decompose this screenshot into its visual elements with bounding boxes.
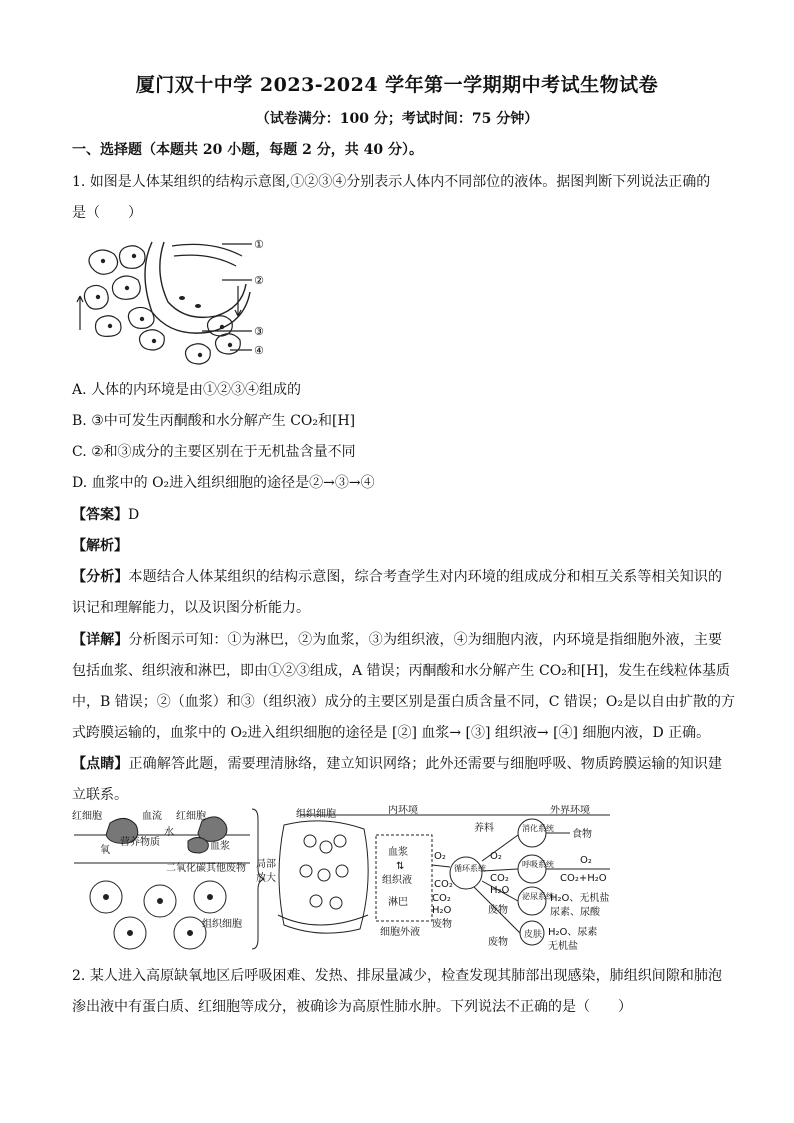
fenxi-tag: 【分析】: [72, 569, 129, 585]
fig1-label-1: ①: [254, 238, 264, 251]
fig2-label-tissue-cell: 组织细胞: [202, 919, 242, 930]
fig2-label-co2-b: CO₂: [490, 873, 509, 884]
fig2-label-salt: 无机盐: [548, 941, 578, 952]
fig2-label-plasma-mid: 血浆: [388, 847, 408, 858]
xiangjie-line3: 中，B 错误；②（血浆）和③（组织液）成分的主要区别是蛋白质含量不同，C 错误；O₂是以自由扩散的方: [72, 694, 735, 710]
fig2-label-oxygen: 氧: [100, 845, 110, 856]
fig2-label-lymph: 淋巴: [388, 897, 408, 908]
q1-stem-line1: 1. 如图是人体某组织的结构示意图,①②③④分别表示人体内不同部位的液体。据图判断下列说法正确的: [72, 174, 711, 190]
fig2-label-o2-c: O₂: [580, 855, 592, 866]
fig2-label-water: 水: [164, 827, 174, 838]
q1-answer-row: [72, 505, 722, 525]
fig2-label-waste-a: 废物: [488, 905, 508, 916]
fig2-label-nutrient-r: 养料: [474, 823, 494, 834]
analysis-tag: 【解析】: [72, 538, 128, 554]
fig2-label-waste: 其他废物: [206, 863, 246, 874]
fig2-label-co2: 二氧化碳: [166, 863, 206, 874]
fig2-label-internal-env: 内环境: [388, 805, 418, 816]
fig2-label-h2o-urea: H₂O、尿素: [548, 927, 598, 938]
fig2-label-tissue-fluid: 组织液: [382, 875, 412, 886]
fig2-label-o2-a: O₂: [434, 851, 446, 862]
fig2-label-plasma: 血浆: [210, 841, 230, 852]
fig2-label-food: 食物: [572, 829, 592, 840]
fig2-label-co2-h2o: CO₂+H₂O: [560, 873, 607, 884]
fig2-label-local: 局部: [256, 859, 276, 870]
fig2-label-h2o-b: H₂O: [490, 885, 510, 896]
section-heading: 一、选择题（本题共 20 小题，每题 2 分，共 40 分）。: [72, 142, 423, 158]
fig2-label-h2o-salt: H₂O、无机盐: [550, 893, 610, 904]
dianjing-tag: 【点睛】: [72, 756, 129, 772]
fig2-label-extracellular: 细胞外液: [380, 927, 420, 938]
fig2-label-tissue-cell-mid: 组织细胞: [296, 809, 336, 820]
xiangjie-text1: 分析图示可知：①为淋巴，②为血浆，③为组织液，④为细胞内液，内环境是指细胞外液，主要: [128, 632, 723, 648]
fig2-label-enlarge: 放大: [256, 873, 276, 884]
fig2-label-nutrients: 营养物质: [120, 837, 160, 848]
fig2-label-digestive: 消化系统: [522, 824, 554, 833]
fig2-label-urea-uric: 尿素、尿酸: [550, 907, 600, 918]
xiangjie-line1: [72, 630, 722, 650]
fig2-label-red-cell-2: 红细胞: [176, 811, 206, 822]
fig2-label-blood-flow: 血流: [142, 811, 162, 822]
fig2-label-skin: 皮肤: [524, 930, 543, 940]
fig1-label-2: ②: [254, 274, 264, 287]
q1-stem-line2: 是（ ）: [72, 205, 142, 221]
fig2-label-co2-a: CO₂: [434, 879, 453, 890]
fig2-label-waste-c: 废物: [432, 919, 452, 930]
fig2-label-red-cell-1: 红细胞: [72, 811, 102, 822]
dianjing-line2: 立联系。: [72, 787, 128, 803]
answer-value: D: [128, 507, 140, 523]
fig1-label-3: ③: [254, 325, 264, 338]
q1-option-b: B. ③中可发生丙酮酸和水分解产生 CO₂和[H]: [72, 413, 356, 429]
fig2-label-external-env: 外界环境: [550, 805, 590, 816]
tissue-structure-figure: [72, 236, 272, 368]
dianjing-line1: [72, 754, 722, 774]
q2-line2: 渗出液中有蛋白质、红细胞等成分，被确诊为高原性肺水肿。下列说法不正确的是（ ）: [72, 999, 632, 1015]
fenxi-line2: 识记和理解能力，以及识图分析能力。: [72, 600, 310, 616]
fig2-label-respiratory: 呼吸系统: [522, 860, 554, 869]
exam-title: 厦门双十中学 2023-2024 学年第一学期期中考试生物试卷: [135, 74, 659, 96]
internal-environment-figure: [70, 805, 630, 955]
dianjing-text1: 正确解答此题，需要理清脉络，建立知识网络；此外还需要与细胞呼吸、物质跨膜运输的知识建: [128, 756, 723, 772]
fig2-label-co2-c: CO₂: [432, 893, 451, 904]
fig2-label-circulatory: 循环系统: [454, 864, 486, 873]
fenxi-text1: 本题结合人体某组织的结构示意图，综合考查学生对内环境的组成成分和相互关系等相关知识的: [128, 569, 723, 585]
fig2-label-exchange: ⇅: [396, 861, 405, 872]
fig1-label-4: ④: [254, 344, 264, 357]
xiangjie-tag: 【详解】: [72, 632, 129, 648]
fig2-label-urinary: 泌尿系统: [522, 892, 554, 901]
fig2-label-waste-b: 废物: [488, 937, 508, 948]
fig2-label-o2-b: O₂: [490, 851, 502, 862]
q1-option-a: A. 人体的内环境是由①②③④组成的: [72, 382, 302, 398]
exam-subtitle: （试卷满分：100 分；考试时间：75 分钟）: [255, 111, 539, 127]
xiangjie-line2: 包括血浆、组织液和淋巴，即由①②③组成，A 错误；丙酮酸和水分解产生 CO₂和[H]，发生在线粒体基质: [72, 663, 730, 679]
q1-option-c: C. ②和③成分的主要区别在于无机盐含量不同: [72, 444, 356, 460]
xiangjie-line4: 式跨膜运输的，血浆中的 O₂进入组织细胞的途径是 [②] 血浆→ [③] 组织液→ [④] 细胞内液，D 正确。: [72, 725, 711, 741]
fig2-label-h2o-c: H₂O: [432, 905, 452, 916]
answer-tag: 【答案】: [72, 507, 128, 523]
q2-line1: 2. 某人进入高原缺氧地区后呼吸困难、发热、排尿量减少，检查发现其肺部出现感染，肺组织间隙和肺泡: [72, 968, 722, 984]
q1-option-d: D. 血浆中的 O₂进入组织细胞的途径是②→③→④: [72, 475, 375, 491]
fenxi-line1: [72, 567, 722, 587]
